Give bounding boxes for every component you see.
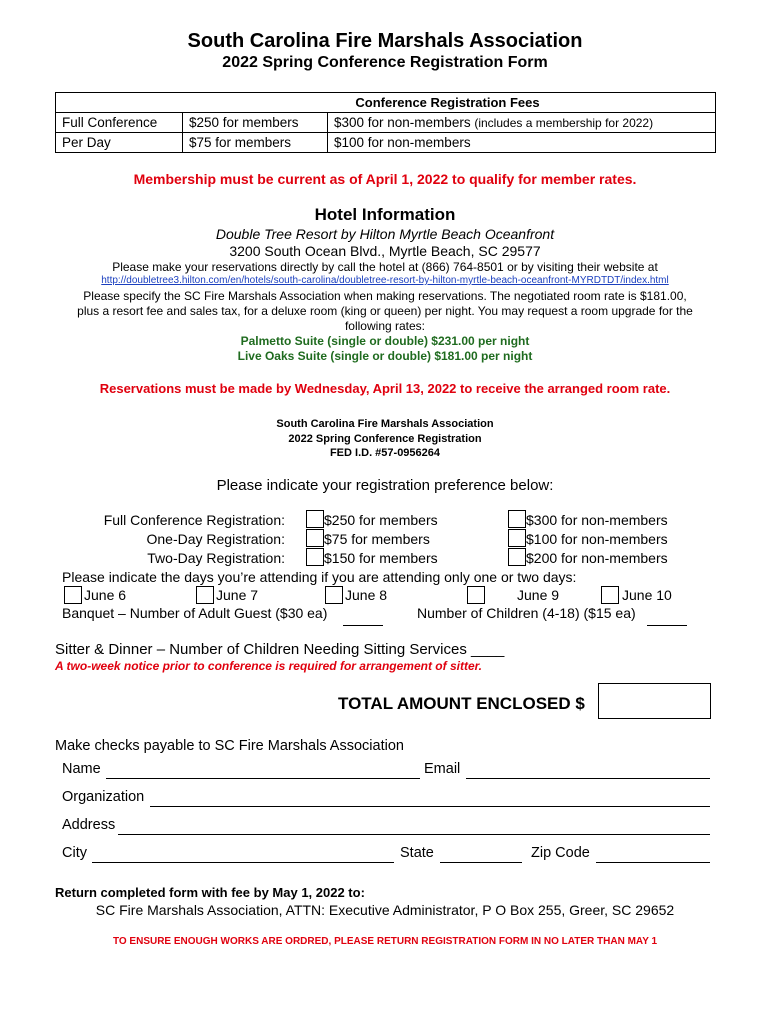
hotel-reserve-text: Please make your reservations directly by call the hotel at (866) 764-8501 or by visiting their website at — [112, 260, 658, 274]
reg-full-members: $250 for members — [324, 512, 438, 528]
membership-notice: Membership must be current as of April 1, 2022 to qualify for member rates. — [133, 171, 637, 187]
address-label: Address — [62, 817, 116, 833]
return-notice: TO ENSURE ENOUGH WORKS ARE ORDRED, PLEASE RETURN REGISTRATION FORM IN NO LATER THAN MAY 1 — [112, 936, 658, 947]
reg-oneday-members-checkbox[interactable] — [306, 529, 324, 547]
reg-full-non-members-checkbox[interactable] — [508, 510, 526, 528]
reg-oneday-non-members-checkbox[interactable] — [508, 529, 526, 547]
day-june10-label: June 10 — [622, 587, 672, 603]
banquet-adult-label: Banquet – Number of Adult Guest ($30 ea) — [62, 605, 328, 621]
fee-non-members — [328, 113, 716, 133]
fees-table — [55, 92, 716, 153]
reg-full-non-members: $300 for non-members — [526, 512, 668, 528]
hotel-specify-line3: following rates: — [344, 319, 426, 333]
payable-note: Make checks payable to SC Fire Marshals Association — [55, 738, 404, 754]
sitter-label: Sitter & Dinner – Number of Children Needing Sitting Services ____ — [55, 641, 505, 658]
hotel-heading: Hotel Information — [314, 205, 456, 224]
fees-heading: Conference Registration Fees — [56, 93, 716, 113]
total-label: TOTAL AMOUNT ENCLOSED $ — [338, 694, 585, 713]
return-heading: Return completed form with fee by May 1, 2022 to: — [55, 885, 365, 900]
reg-twoday-members: $150 for members — [324, 550, 438, 566]
day-june9-label: June 9 — [517, 587, 560, 603]
zip-field[interactable] — [596, 862, 710, 863]
day-june7-checkbox[interactable] — [196, 586, 214, 604]
org-line2: 2022 Spring Conference Registration — [288, 433, 482, 445]
org-fed-id: FED I.D. #57-0956264 — [329, 447, 441, 459]
day-june7-label: June 7 — [216, 587, 259, 603]
banquet-children-field[interactable] — [647, 625, 687, 626]
hotel-specify-line2: plus a resort fee and sales tax, for a deluxe room (king or queen) per night. You may request a room upgrade for the — [77, 304, 693, 318]
reg-full-label: Full Conference Registration: — [103, 512, 285, 528]
day-june10-checkbox[interactable] — [601, 586, 619, 604]
email-label: Email — [424, 761, 461, 777]
table-row — [56, 133, 716, 153]
org-line1: South Carolina Fire Marshals Association — [276, 418, 494, 430]
page-subtitle: 2022 Spring Conference Registration Form — [222, 54, 548, 71]
zip-label: Zip Code — [531, 845, 590, 861]
fee-non-members-value: $300 for non-members — [334, 115, 471, 130]
day-june8-label: June 8 — [345, 587, 388, 603]
suite-live-oaks: Live Oaks Suite (single or double) $181.00 per night — [237, 349, 533, 363]
registration-prompt: Please indicate your registration preference below: — [216, 477, 554, 494]
days-prompt: Please indicate the days you’re attending if you are attending only one or two days: — [62, 569, 577, 585]
fee-non-members: $100 for non-members — [328, 133, 716, 153]
day-june9-checkbox[interactable] — [467, 586, 485, 604]
hotel-name: Double Tree Resort by Hilton Myrtle Beach Oceanfront — [215, 226, 555, 242]
reg-full-members-checkbox[interactable] — [306, 510, 324, 528]
suite-palmetto: Palmetto Suite (single or double) $231.00 per night — [240, 334, 530, 348]
reg-twoday-label: Two-Day Registration: — [147, 550, 285, 566]
table-row — [56, 113, 716, 133]
reg-twoday-members-checkbox[interactable] — [306, 548, 324, 566]
banquet-adult-field[interactable] — [343, 625, 383, 626]
reg-oneday-members: $75 for members — [324, 531, 430, 547]
state-field[interactable] — [440, 862, 522, 863]
reg-oneday-label: One-Day Registration: — [146, 531, 285, 547]
total-amount-field[interactable] — [598, 683, 711, 719]
reg-oneday-non-members: $100 for non-members — [526, 531, 668, 547]
email-field[interactable] — [466, 778, 710, 779]
reg-twoday-non-members-checkbox[interactable] — [508, 548, 526, 566]
organization-label: Organization — [62, 789, 145, 805]
hotel-website-link[interactable]: http://doubletree3.hilton.com/en/hotels/south-carolina/doubletree-resort-by-hilton-myrtle-beach-oceanfront-MYRDTDT/index.html — [101, 275, 669, 286]
sitter-notice: A two-week notice prior to conference is required for arrangement of sitter. — [55, 659, 482, 673]
page-title: South Carolina Fire Marshals Association — [187, 30, 583, 52]
day-june6-checkbox[interactable] — [64, 586, 82, 604]
organization-field[interactable] — [150, 806, 710, 807]
fee-note: (includes a membership for 2022) — [474, 116, 654, 130]
name-label: Name — [62, 761, 101, 777]
city-label: City — [62, 845, 87, 861]
reg-twoday-non-members: $200 for non-members — [526, 550, 668, 566]
state-label: State — [400, 845, 434, 861]
fee-members: $75 for members — [183, 133, 328, 153]
hotel-address: 3200 South Ocean Blvd., Myrtle Beach, SC 29577 — [229, 243, 541, 259]
name-field[interactable] — [106, 778, 420, 779]
address-field[interactable] — [118, 834, 710, 835]
day-june8-checkbox[interactable] — [325, 586, 343, 604]
day-june6-label: June 6 — [84, 587, 127, 603]
return-address: SC Fire Marshals Association, ATTN: Executive Administrator, P O Box 255, Greer, SC 29652 — [95, 902, 675, 918]
hotel-deadline: Reservations must be made by Wednesday, April 13, 2022 to receive the arranged room rate. — [99, 381, 671, 396]
fee-members: $250 for members — [183, 113, 328, 133]
hotel-specify-line1: Please specify the SC Fire Marshals Association when making reservations. The negotiated room rate is $181.00, — [83, 289, 687, 303]
city-field[interactable] — [92, 862, 394, 863]
banquet-children-label: Number of Children (4-18) ($15 ea) — [417, 605, 636, 621]
fee-type: Full Conference — [56, 113, 183, 133]
fee-type: Per Day — [56, 133, 183, 153]
